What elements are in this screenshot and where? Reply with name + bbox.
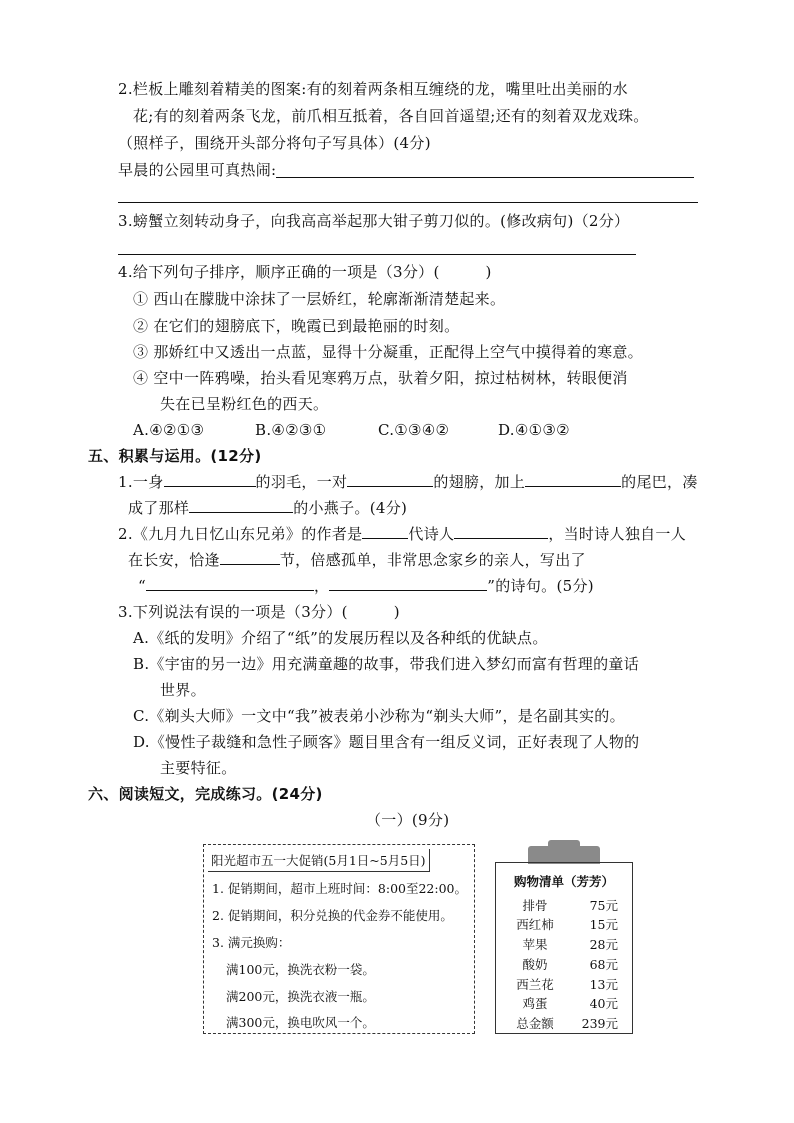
s5-q2-text-d: 在长安，恰逢 bbox=[128, 551, 220, 569]
q2-answer-line-1[interactable] bbox=[276, 177, 694, 178]
q4-option-c[interactable]: C.①③④② bbox=[378, 421, 450, 439]
q4-sentence-1: ① 西山在朦胧中涂抹了一层娇红，轮廓渐渐清楚起来。 bbox=[133, 290, 506, 308]
s5-q1-blank-4[interactable] bbox=[189, 498, 293, 513]
item-name: 鸡蛋 bbox=[522, 996, 548, 1011]
s5-q1-text-c: 的翅膀，加上 bbox=[433, 473, 526, 491]
s5-q2-text-b: 代诗人 bbox=[408, 525, 455, 543]
item-name: 西红柿 bbox=[516, 917, 554, 932]
s5-q2-blank-festival[interactable] bbox=[220, 550, 280, 565]
s5-q1-text-d: 的尾巴，凑 bbox=[621, 473, 698, 491]
list-item bbox=[502, 935, 622, 953]
s5-q3-text: 3.下列说法有误的一项是（3分）( ) bbox=[118, 603, 400, 621]
q2-answer-line-2[interactable] bbox=[118, 202, 698, 203]
q2-prompt: 早晨的公园里可真热闹: bbox=[118, 161, 277, 179]
item-price: 15元 bbox=[589, 917, 618, 932]
item-price: 75元 bbox=[589, 898, 618, 913]
item-name: 排骨 bbox=[522, 898, 548, 913]
s5-q1-text-b: 的羽毛，一对 bbox=[255, 473, 348, 491]
item-name: 苹果 bbox=[522, 937, 548, 952]
s5-q1-text-a: 1.一身 bbox=[118, 473, 164, 491]
promotion-notice bbox=[203, 844, 475, 1034]
s5-q2-text-e: 节，倍感孤单，非常思念家乡的亲人，写出了 bbox=[279, 551, 586, 569]
s5-q3-option-c[interactable]: C.《剃头大师》一文中“我”被表弟小沙称为“剃头大师”，是名副其实的。 bbox=[133, 707, 625, 725]
total-price: 239元 bbox=[581, 1016, 618, 1031]
s5-q3-option-d1[interactable]: D.《慢性子裁缝和急性子顾客》题目里含有一组反义词，正好表现了人物的 bbox=[133, 733, 640, 751]
section-5-title: 五、积累与运用。(12分) bbox=[88, 447, 262, 465]
s5-q2-blank-poet[interactable] bbox=[454, 524, 548, 539]
s5-q1-blank-3[interactable] bbox=[525, 472, 621, 487]
s5-q2-blank-dynasty[interactable] bbox=[362, 524, 408, 539]
s5-q2-blank-verse-2[interactable] bbox=[329, 576, 487, 591]
item-price: 40元 bbox=[589, 996, 618, 1011]
list-item bbox=[502, 955, 622, 973]
q3-answer-line[interactable] bbox=[118, 254, 636, 255]
promotion-line-3: 3. 满元换购： bbox=[212, 935, 291, 950]
total-label: 总金额 bbox=[516, 1016, 554, 1031]
item-price: 28元 bbox=[589, 937, 618, 952]
s5-q2-line3 bbox=[138, 576, 594, 596]
shopping-list-title: 购物清单（芳芳） bbox=[513, 874, 614, 889]
q2-line1: 2.栏板上雕刻着精美的图案:有的刻着两条相互缠绕的龙，嘴里吐出美丽的水 bbox=[118, 80, 628, 98]
s5-q1-line1 bbox=[118, 472, 698, 492]
item-name: 酸奶 bbox=[522, 957, 548, 972]
q4-sentence-3: ③ 那娇红中又透出一点蓝，显得十分凝重，正配得上空气中摸得着的寒意。 bbox=[133, 343, 643, 361]
s5-q2-line2 bbox=[128, 550, 586, 570]
s5-q3-option-b2: 世界。 bbox=[160, 681, 206, 699]
item-price: 13元 bbox=[589, 977, 618, 992]
s5-q3-option-b1[interactable]: B.《宇宙的另一边》用充满童趣的故事，带我们进入梦幻而富有哲理的童话 bbox=[133, 655, 639, 673]
q4-sentence-4a: ④ 空中一阵鸦噪，抬头看见寒鸦万点，驮着夕阳，掠过枯树林，转眼便消 bbox=[133, 369, 628, 387]
promotion-line-4: 满100元，换洗衣粉一袋。 bbox=[226, 962, 375, 977]
shopping-list bbox=[495, 862, 633, 1034]
promotion-title: 阳光超市五一大促销(5月1日~5月5日) bbox=[208, 849, 430, 872]
list-total bbox=[502, 1014, 622, 1032]
q4-sentence-2: ② 在它们的翅膀底下，晚霞已到最艳丽的时刻。 bbox=[133, 317, 460, 335]
s5-q3-option-d2: 主要特征。 bbox=[160, 759, 237, 777]
s5-q2-text-a: 2.《九月九日忆山东兄弟》的作者是 bbox=[118, 525, 363, 543]
q4-text: 4.给下列句子排序，顺序正确的一项是（3分）( ) bbox=[118, 263, 492, 281]
q4-option-d[interactable]: D.④①③② bbox=[498, 421, 570, 439]
q2-instruction: （照样子，围绕开头部分将句子写具体）(4分) bbox=[118, 134, 431, 152]
s5-q2-blank-verse-1[interactable] bbox=[146, 576, 314, 591]
s5-q3-option-a[interactable]: A.《纸的发明》介绍了“纸”的发展历程以及各种纸的优缺点。 bbox=[133, 629, 548, 647]
q4-option-a[interactable]: A.④②①③ bbox=[133, 421, 205, 439]
s5-q1-blank-1[interactable] bbox=[164, 472, 256, 487]
item-name: 西兰花 bbox=[516, 977, 554, 992]
item-price: 68元 bbox=[589, 957, 618, 972]
q2-line2: 花;有的刻着两条飞龙，前爪相互抵着，各自回首遥望;还有的刻着双龙戏珠。 bbox=[133, 107, 649, 125]
promotion-line-5: 满200元，换洗衣液一瓶。 bbox=[226, 989, 375, 1004]
s5-q1-text-f: 的小燕子。(4分) bbox=[293, 499, 408, 517]
section-6-subtitle: （一）(9分) bbox=[366, 811, 450, 829]
s5-q1-line2 bbox=[128, 498, 407, 518]
list-item bbox=[502, 896, 622, 914]
promotion-line-2: 2. 促销期间，积分兑换的代金券不能使用。 bbox=[212, 908, 453, 923]
s5-q2-text-c: ，当时诗人独自一人 bbox=[548, 525, 687, 543]
q4-option-b[interactable]: B.④②③① bbox=[255, 421, 327, 439]
q4-sentence-4b: 失在已呈粉红色的西天。 bbox=[160, 395, 329, 413]
promotion-line-6: 满300元，换电吹风一个。 bbox=[226, 1015, 375, 1030]
s5-q2-text-h: ”的诗句。(5分) bbox=[487, 577, 594, 595]
q3-text: 3.螃蟹立刻转动身子，向我高高举起那大钳子剪刀似的。(修改病句)（2分） bbox=[118, 212, 630, 230]
s5-q2-text-f: “ bbox=[138, 577, 146, 595]
promotion-line-1: 1. 促销期间，超市上班时间：8:00至22:00。 bbox=[212, 881, 467, 896]
s5-q2-line1 bbox=[118, 524, 686, 544]
list-item bbox=[502, 975, 622, 993]
list-item bbox=[502, 915, 622, 933]
section-6-title: 六、阅读短文，完成练习。(24分) bbox=[88, 785, 323, 803]
s5-q1-blank-2[interactable] bbox=[347, 472, 433, 487]
list-item bbox=[502, 994, 622, 1012]
s5-q1-text-e: 成了那样 bbox=[128, 499, 190, 517]
s5-q2-text-g: ， bbox=[313, 577, 330, 595]
